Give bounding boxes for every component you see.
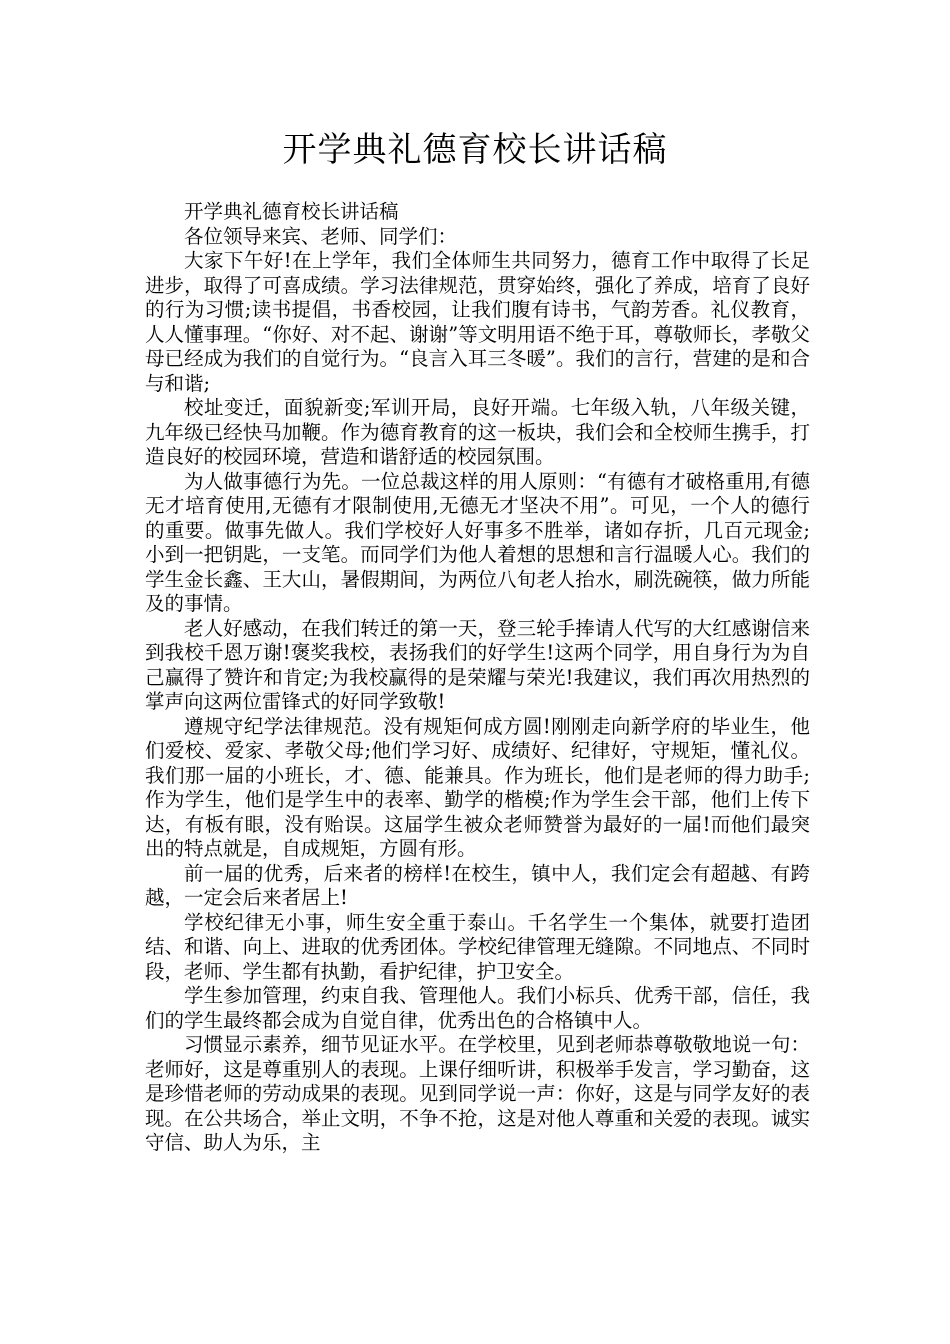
body-paragraph: 各位领导来宾、老师、同学们： — [184, 224, 458, 248]
body-paragraph: 遵规守纪学法律规范。没有规矩何成方圆!刚刚走向新学府的毕业生，他们爱校、爱家、孝敬父母;他们学习好、成绩好、纪律好，守规矩，懂礼仪。我们那一届的小班长，才、德、能兼具。作为班长，他们是老师的得力助手;作为学生，他们是学生中的表率、勤学的楷模;作为学生会干部，他们上传下达，有板有眼，没有贻误。这届学生被众老师赞誉为最好的一届!而他们最突出的特点就是，自成规矩，方圆有形。 — [145, 714, 810, 860]
body-paragraph: 学校纪律无小事，师生安全重于泰山。千名学生一个集体，就要打造团结、和谐、向上、进取的优秀团体。学校纪律管理无缝隙。不同地点、不同时段，老师、学生都有执勤，看护纪律，护卫安全。 — [145, 910, 810, 983]
body-paragraph: 为人做事德行为先。一位总裁这样的用人原则：“有德有才破格重用,有德无才培育使用,无德有才限制使用,无德无才坚决不用”。可见，一个人的德行的重要。做事先做人。我们学校好人好事多不胜举，诸如存折，几百元现金;小到一把钥匙，一支笔。而同学们为他人着想的思想和言行温暖人心。我们的学生金长鑫、王大山，暑假期间，为两位八旬老人抬水，刷洗碗筷，做力所能及的事情。 — [145, 469, 810, 615]
document-body — [145, 200, 810, 1156]
body-paragraph: 大家下午好!在上学年，我们全体师生共同努力，德育工作中取得了长足进步，取得了可喜成绩。学习法律规范，贯穿始终，强化了养成，培育了良好的行为习惯;读书提倡，书香校园，让我们腹有诗书，气韵芳香。礼仪教育，人人懂事理。“你好、对不起、谢谢”等文明用语不绝于耳，尊敬师长，孝敬父母已经成为我们的自觉行为。“良言入耳三冬暖”。我们的言行，营建的是和合与和谐; — [145, 249, 810, 395]
body-paragraph: 学生参加管理，约束自我、管理他人。我们小标兵、优秀干部，信任，我们的学生最终都会成为自觉自律，优秀出色的合格镇中人。 — [145, 984, 810, 1032]
document-title: 开学典礼德育校长讲话稿 — [282, 130, 668, 170]
body-paragraph: 前一届的优秀，后来者的榜样!在校生，镇中人，我们定会有超越、有跨越，一定会后来者居上! — [145, 861, 810, 909]
body-paragraph: 老人好感动，在我们转迁的第一天，登三轮手捧请人代写的大红感谢信来到我校千恩万谢!褒奖我校，表扬我们的好学生!这两个同学，用自身行为为自己赢得了赞许和肯定;为我校赢得的是荣耀与荣光!我建议，我们再次用热烈的掌声向这两位雷锋式的好同学致敬! — [145, 616, 810, 713]
body-paragraph: 校址变迁，面貌新变;军训开局，良好开端。七年级入轨，八年级关键，九年级已经快马加鞭。作为德育教育的这一板块，我们会和全校师生携手，打造良好的校园环境，营造和谐舒适的校园氛围。 — [145, 396, 810, 468]
body-paragraph: 开学典礼德育校长讲话稿 — [184, 200, 399, 223]
body-paragraph: 习惯显示素养，细节见证水平。在学校里，见到老师恭尊敬敬地说一句：老师好，这是尊重别人的表现。上课仔细听讲，积极举手发言，学习勤奋，这是珍惜老师的劳动成果的表现。见到同学说一声：你好，这是与同学友好的表现。在公共场合，举止文明，不争不抢，这是对他人尊重和关爱的表现。诚实守信、助人为乐，主 — [145, 1033, 810, 1154]
